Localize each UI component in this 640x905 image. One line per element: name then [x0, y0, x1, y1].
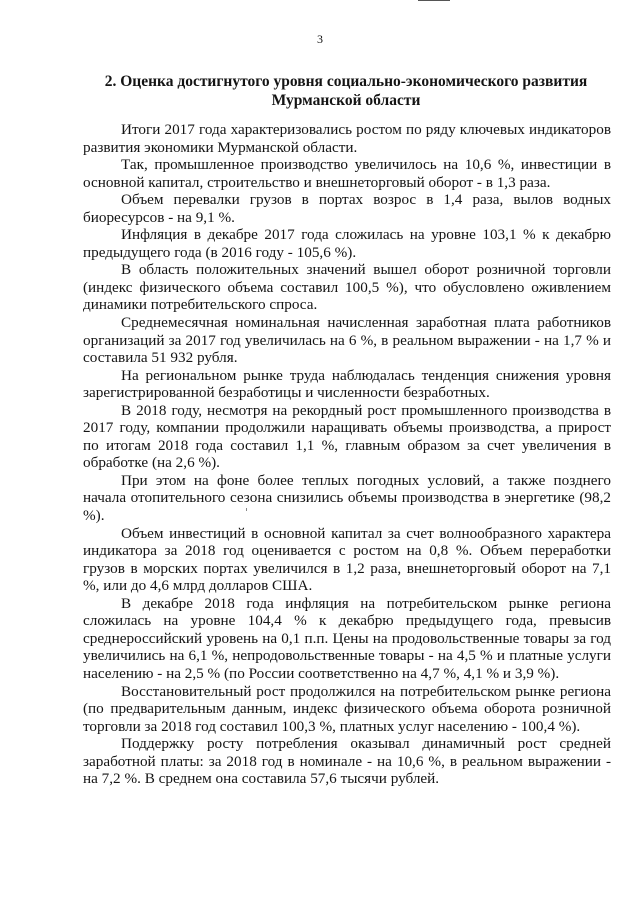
paragraph-inflation-2018: В декабре 2018 года инфляция на потребительском рынке региона сложилась на уровне 104,4 % к декабрю предыдущего года, превысив среднероссийский уровень на 0,1 п.п. Цены на продовольственные товары за год увеличились на 6,1 %, непродовольственные товары - на 4,5 % и платные услуги населению - на 2,5 % (по России соответственно на 4,7 %, 4,1 % и 3,9 %). [83, 594, 611, 682]
paragraph-consumer-market: Восстановительный рост продолжился на потребительском рынке региона (по предварительным данным, индекс физического объема оборота розничной торговли за 2018 год составил 100,3 %, платных услуг населению - 100,4 %). [83, 682, 611, 735]
page-number: 3 [317, 32, 323, 46]
paragraph-retail-trade: В область положительных значений вышел оборот розничной торговли (индекс физического объема составил 100,5 %), что обусловлено оживлением динамики потребительского спроса. [83, 261, 611, 314]
paragraph-industry-investment: Так, промышленное производство увеличилось на 10,6 %, инвестиции в основной капитал, строительство и внешнеторговый оборот - в 1,3 раза. [83, 156, 611, 191]
paragraph-wages-2018: Поддержку росту потребления оказывал динамичный рост средней заработной платы: за 2018 год в номинале - на 10,6 %, в реальном выражении - на 7,2 %. В среднем она составила 57,6 тысячи рублей. [83, 735, 611, 788]
paragraph-industry-2018: В 2018 году, несмотря на рекордный рост промышленного производства в 2017 году, компании продолжили наращивать объемы производства, а прирост по итогам 2018 года составил 1,1 %, главным образом за счет увеличения в обработке (на 2,6 %). [83, 401, 611, 472]
section-heading-line-1: 2. Оценка достигнутого уровня социально-экономического развития [104, 73, 588, 90]
top-edge-rule [418, 0, 450, 1]
section-heading-line-2: Мурманской области [271, 92, 421, 109]
paragraph-investment-2018: Объем инвестиций в основной капитал за счет волнообразного характера индикатора за 2018 год оценивается с ростом на 0,8 %. Объем переработки грузов в морских портах увеличился в 1,2 раза, внешнеторговый оборот на 7,1 %, или до 4,6 млрд долларов США. [83, 524, 611, 595]
paragraph-wages-2017: Среднемесячная номинальная начисленная заработная плата работников организаций за 2017 год увеличилась на 6 %, в реальном выражении - на 1,7 % и составила 51 932 рубля. [83, 314, 611, 367]
paragraph-inflation-2017: Инфляция в декабре 2017 года сложилась на уровне 103,1 % к декабрю предыдущего года (в 2016 году - 105,6 %). [83, 226, 611, 261]
body-text [83, 121, 611, 788]
paragraph-energy-2018: При этом на фоне более теплых погодных условий, а также позднего начала отопительного сезона снизились объемы производства в энергетике (98,2 %). [83, 471, 611, 525]
scan-speck [246, 508, 247, 511]
paragraph-labour-market: На региональном рынке труда наблюдалась тенденция снижения уровня зарегистрированной безработицы и численности безработных. [83, 366, 611, 402]
paragraph-results-2017: Итоги 2017 года характеризовались ростом по ряду ключевых индикаторов развития экономики Мурманской области. [83, 121, 611, 156]
section-heading [80, 72, 612, 110]
paragraph-cargo-fishing: Объем перевалки грузов в портах возрос в 1,4 раза, вылов водных биоресурсов - на 9,1 %. [83, 191, 611, 226]
